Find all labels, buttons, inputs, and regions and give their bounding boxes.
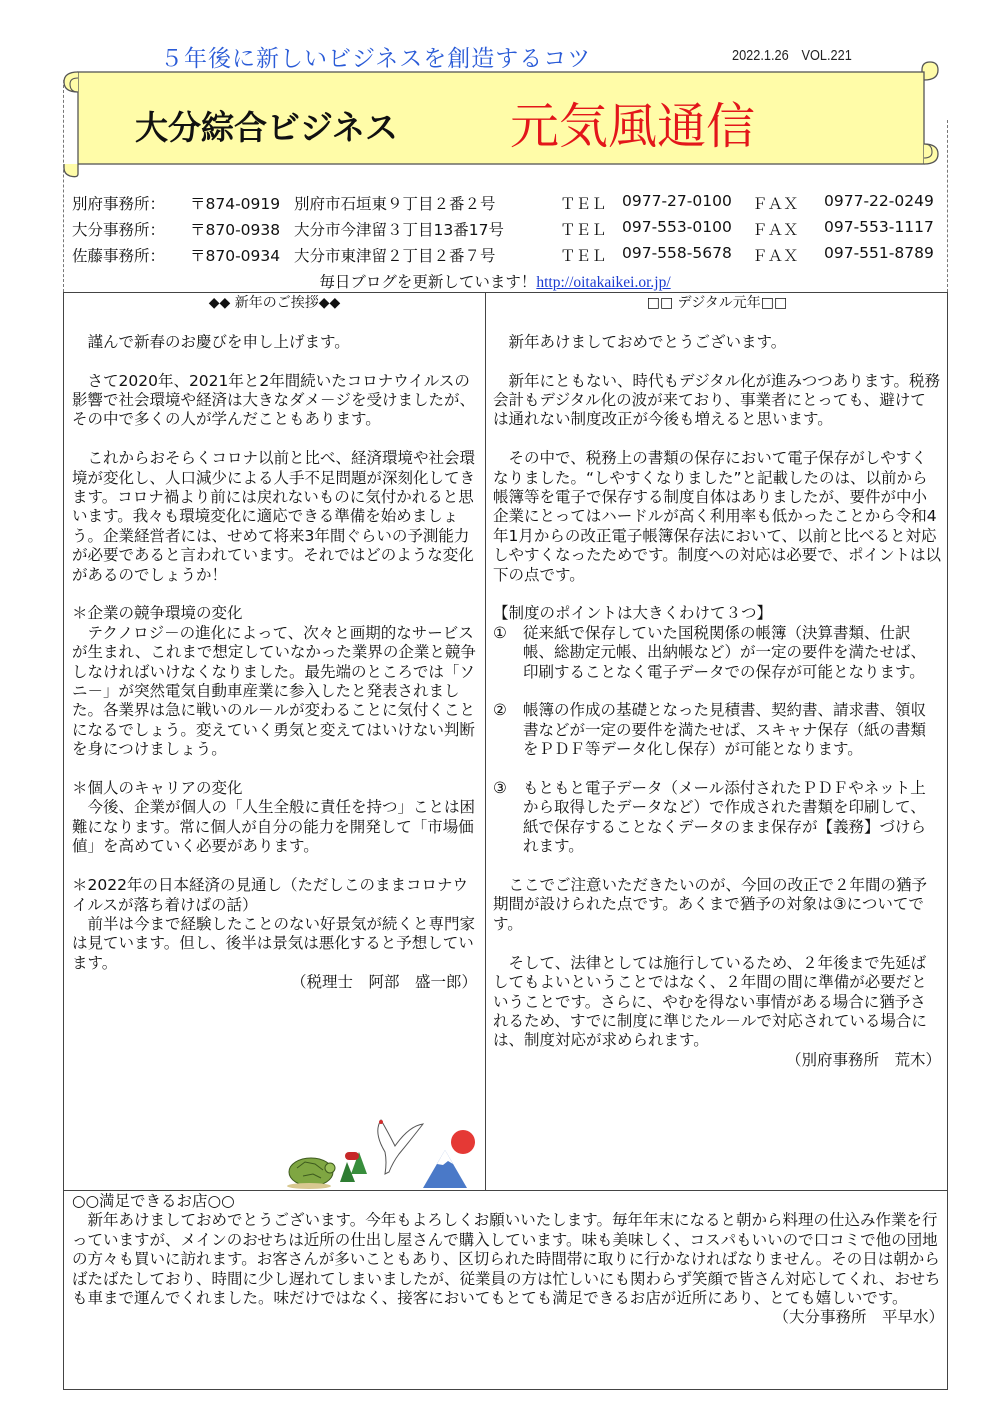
tel-label: ＴＥＬ — [560, 195, 607, 213]
article-heading: ◆◆ 新年のご挨拶◆◆ — [208, 295, 341, 311]
paragraph: 前半は今まで経験したことのない好景気が続くと専門家は見ています。但し、後半は景気は悪化すると予想しています。 — [72, 914, 476, 972]
point-number: ② — [493, 701, 507, 720]
point-number: ① — [493, 623, 507, 642]
paragraph: そして、法律としては施行しているため、２年後まで先延ばしてもよいということではなく、２年間の間に準備が必要だということです。さらに、やむを得ない事情がある場合に猶予されるため、すでに制度に準じたル－ルで対応されている場合には、制度対応が求められます。 — [493, 953, 927, 1050]
section-title: ＊企業の競争環境の変化 — [72, 604, 243, 623]
fax-label: ＦＡＸ — [752, 221, 799, 239]
new-year-greeting-article — [72, 294, 477, 993]
office-list — [72, 192, 947, 270]
fax-label: ＦＡＸ — [752, 247, 799, 265]
office-fax: 097-553-1117 — [824, 218, 934, 236]
paragraph: ここでご注意いただきたいのが、今回の改正で２年間の猶予期間が設けられた点です。あくまで猶予の対象は③についてです。 — [493, 876, 928, 933]
tagline: ５年後に新しいビジネスを創造するコツ — [160, 46, 592, 72]
office-address: 大分市東津留２丁目２番７号 — [294, 247, 496, 265]
office-tel: 0977-27-0100 — [622, 192, 732, 210]
mount-fuji-sun-icon — [423, 1130, 475, 1188]
tel-label: ＴＥＬ — [560, 247, 607, 265]
turtle-icon — [287, 1158, 335, 1189]
paragraph: テクノロジ－の進化によって、次々と画期的なサービスが生まれ、これまで想定していなかった業界の企業と競争しなければいけなくなりました。最先端のところでは「ソニ－」が突然電気自動車産業に参入したと発表されました。各業界は急に戦いのル－ルが変わることに気付くことになるでしょう。変えていく勇気と変えてはいけない判断を身につけましょう。 — [72, 623, 476, 759]
office-zip: 〒870-0934 — [190, 247, 281, 265]
office-row — [72, 218, 947, 244]
office-zip: 〒874-0919 — [190, 195, 281, 213]
issue-date-volume: 2022.1.26 VOL.221 — [732, 47, 852, 64]
pine-icon — [340, 1152, 367, 1182]
digital-year-article — [493, 294, 941, 1070]
point-item — [493, 624, 941, 682]
office-name: 佐藤事務所： — [72, 247, 166, 265]
section-title: ＊2022年の日本経済の見通し（ただしこのままコロナウイルスが落ち着けばの話） — [72, 876, 468, 914]
office-tel: 097-553-0100 — [622, 218, 732, 236]
point-text: 帳簿の作成の基礎となった見積書、契約書、請求書、領収書などが一定の要件を満たせば、スキャナ保存（紙の書類をＰＤＦ等データ化し保存）が可能となります。 — [523, 701, 927, 759]
point-text: もともと電子データ（メール添付されたＰＤＦやネット上から取得したデータなど）で作成された書類を印刷して、紙で保存することなくデータのまま保存が【義務】づけられます。 — [523, 779, 927, 856]
section-divider — [63, 1190, 948, 1191]
author-signature: （別府事務所 荒木） — [785, 1050, 941, 1069]
blog-notice — [0, 270, 990, 292]
newsletter-title: 元気風通信 — [510, 98, 756, 155]
paragraph: さて2020年、2021年と2年間続いたコロナウイルスの影響で社会環境や経済は大きなダメ－ジを受けましたが、その中で多くの人が学んだこともあります。 — [72, 371, 476, 429]
paragraph: 新年あけましておめでとうございます。 — [493, 332, 787, 351]
author-signature: （税理士 阿部 盛一郎） — [290, 973, 477, 992]
tel-label: ＴＥＬ — [560, 221, 607, 239]
office-zip: 〒870-0938 — [190, 221, 281, 239]
blog-link[interactable]: http://oitakaikei.or.jp/ — [536, 274, 671, 291]
paragraph: これからおそらくコロナ以前と比べ、経済環境や社会環境が変化し、人口減少による人手不足問題が深刻化してきます。コロナ禍より前には戻れないものに気付かれると思います。我々も環境変化に適応できる準備を始めましょう。企業経営者には、せめて将来3年間ぐらいの予測能力が必要であると言われています。それではどのような変化があるのでしょうか！ — [72, 449, 476, 584]
office-address: 大分市今津留３丁目13番17号 — [294, 221, 504, 239]
office-fax: 097-551-8789 — [824, 244, 934, 262]
column-divider — [485, 292, 486, 1190]
paragraph: 謹んで新春のお慶びを申し上げます。 — [72, 332, 350, 351]
new-year-illustration — [285, 1112, 480, 1190]
office-tel: 097-558-5678 — [622, 244, 732, 262]
office-name: 大分事務所： — [72, 221, 166, 239]
office-name: 別府事務所： — [72, 195, 166, 213]
points-title: 【制度のポイントは大きくわけて３つ】 — [493, 604, 773, 623]
dashed-border-right — [947, 120, 948, 292]
office-row — [72, 244, 947, 270]
fax-label: ＦＡＸ — [752, 195, 799, 213]
organization-name: 大分綜合ビジネス — [135, 108, 399, 147]
point-item — [493, 701, 941, 759]
paragraph: 新年にともない、時代もデジタル化が進みつつあります。税務会計もデジタル化の波が来ており、事業者にとっても、避けては通れない制度改正が今後も増えると思います。 — [493, 371, 941, 429]
point-number: ③ — [493, 779, 507, 798]
office-row — [72, 192, 947, 218]
crane-icon — [378, 1120, 423, 1174]
author-signature: （大分事務所 平早水） — [773, 1308, 944, 1327]
paragraph: 新年あけましておめでとうございます。今年もよろしくお願いいたします。毎年年末になると朝から料理の仕込み作業を行っていますが、メインのおせちは近所の仕出し屋さんで購入しています。味も美味しく、コスパもいいので口コミで他の団地の方々も買いに訪れます。お客さんが多いこともあり、区切られた時間帯に取りに行かなければなりません。その日は朝からばたばたしており、時間に少し遅れてしまいましたが、従業員の方は忙しいにも関わらず笑顔で皆さん対応してくれ、おせちも車まで運んでくれました。味だけではなく、接客においてもとても満足できるお店が近所にあり、とても嬉しいです。 — [72, 1211, 941, 1308]
point-text: 従来紙で保存していた国税関係の帳簿（決算書類、仕訳帳、総勘定元帳、出納帳など）が一定の要件を満たせば、印刷することなく電子データでの保存が可能となります。 — [523, 623, 927, 681]
article-heading: □□ デジタル元年□□ — [646, 295, 788, 311]
dashed-border-left — [63, 80, 64, 292]
office-address: 別府市石垣東９丁目２番２号 — [294, 195, 496, 213]
paragraph: その中で、税務上の書類の保存において電子保存がしやすくなりました。“しやすくなりました”と記載したのは、以前から帳簿等を電子で保存する制度自体はありましたが、要件が中小企業にとってはハードルが高く利用率も低かったことから令和4年1月からの改正電子帳簿保存法において、以前と比べると対応しやすくなったためです。制度への対応は必要で、ポイントは以下の点です。 — [493, 449, 941, 584]
article-heading: ○○満足できるお店○○ — [72, 1192, 235, 1210]
paragraph: 今後、企業が個人の「人生全般に責任を持つ」ことは困難になります。常に個人が自分の能力を開発して「市場価値」を高めていく必要があります。 — [72, 798, 476, 856]
blog-text: 毎日ブログを更新しています！ — [319, 273, 537, 291]
point-item — [493, 779, 941, 857]
satisfying-shop-article — [72, 1192, 944, 1328]
office-fax: 0977-22-0249 — [824, 192, 934, 210]
section-title: ＊個人のキャリアの変化 — [72, 779, 243, 798]
